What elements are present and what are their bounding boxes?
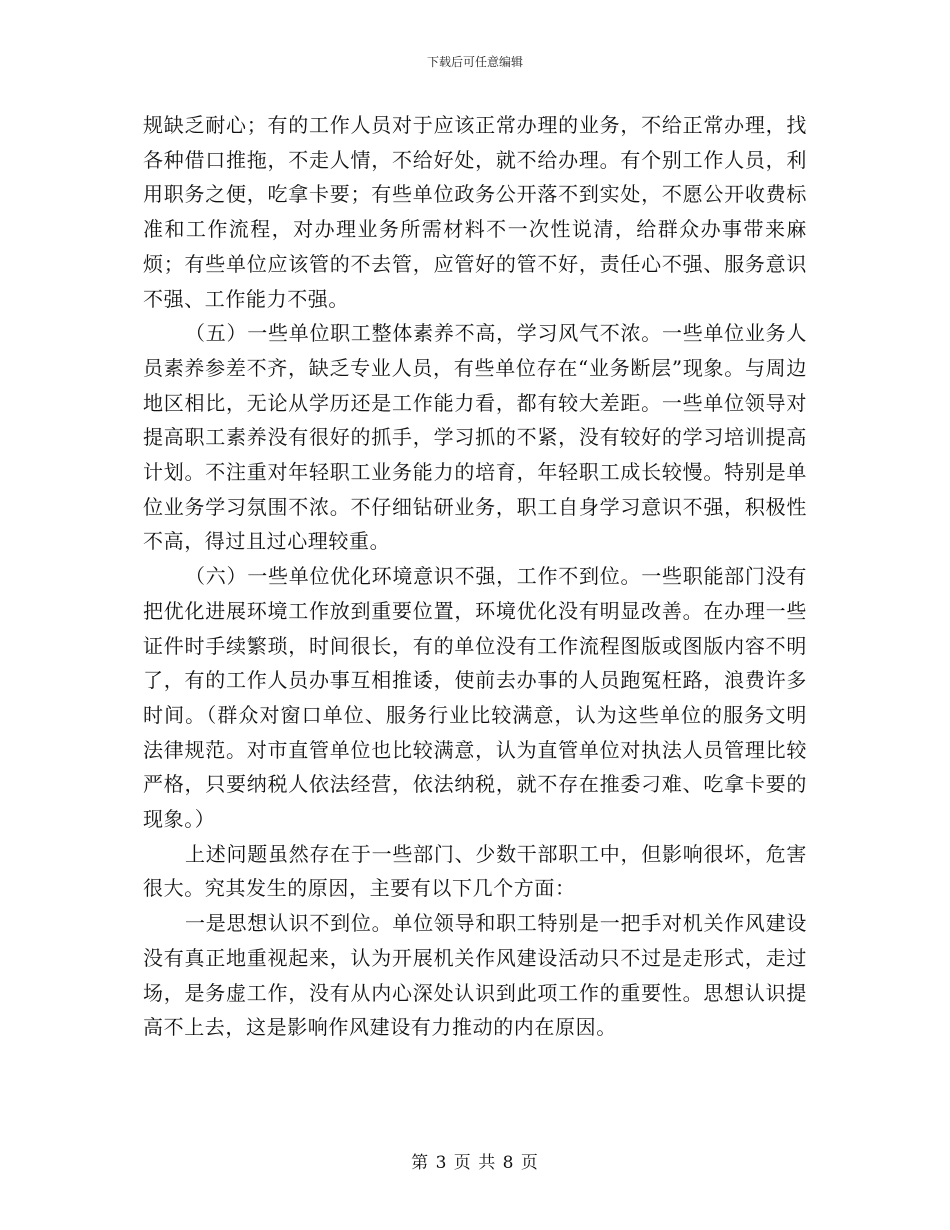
paragraph-cause-one: 一是思想认识不到位。单位领导和职工特别是一把手对机关作风建设没有真正地重视起来，认为开展机关作风建设活动只不过是走形式，走过场，是务虚工作，没有从内心深处认识到此项工作的重要性。思想认识提高不上去，这是影响作风建设有力推动的内在原因。 xyxy=(143,911,807,1040)
paragraph-section-five: （五）一些单位职工整体素养不高，学习风气不浓。一些单位业务人员素养参差不齐，缺乏专业人员，有些单位存在“业务断层”现象。与周边地区相比，无论从学历还是工作能力看，都有较大差距。一些单位领导对提高职工素养没有很好的抓手，学习抓的不紧，没有较好的学习培训提高计划。不注重对年轻职工业务能力的培育，年轻职工成长较慢。特别是单位业务学习氛围不浓。不仔细钻研业务，职工自身学习意识不强，积极性不高，得过且过心理较重。 xyxy=(143,321,807,554)
page-number: 第 3 页 共 8 页 xyxy=(411,1153,539,1173)
paragraph-section-six: （六）一些单位优化环境意识不强，工作不到位。一些职能部门没有把优化进展环境工作放到重要位置，环境优化没有明显改善。在办理一些证件时手续繁琐，时间很长，有的单位没有工作流程图版或图版内容不明了，有的工作人员办事互相推诿，使前去办事的人员跑冤枉路，浪费许多时间。（群众对窗口单位、服务行业比较满意，认为这些单位的服务文明法律规范。对市直管单位也比较满意，认为直管单位对执法人员管理比较严格，只要纳税人依法经营，依法纳税，就不存在推委刁难、吃拿卡要的现象。） xyxy=(143,564,807,832)
page-header-note: 下载后可任意编辑 xyxy=(426,55,523,69)
document-body xyxy=(143,108,807,1045)
paragraph-continued: 规缺乏耐心；有的工作人员对于应该正常办理的业务，不给正常办理，找各种借口推拖，不走人情，不给好处，就不给办理。有个别工作人员，利用职务之便，吃拿卡要；有些单位政务公开落不到实处，不愿公开收费标准和工作流程，对办理业务所需材料不一次性说清，给群众办事带来麻烦；有些单位应该管的不去管，应管好的管不好，责任心不强、服务意识不强、工作能力不强。 xyxy=(143,113,807,311)
paragraph-summary: 上述问题虽然存在于一些部门、少数干部职工中，但影响很坏，危害很大。究其发生的原因，主要有以下几个方面： xyxy=(143,841,807,901)
